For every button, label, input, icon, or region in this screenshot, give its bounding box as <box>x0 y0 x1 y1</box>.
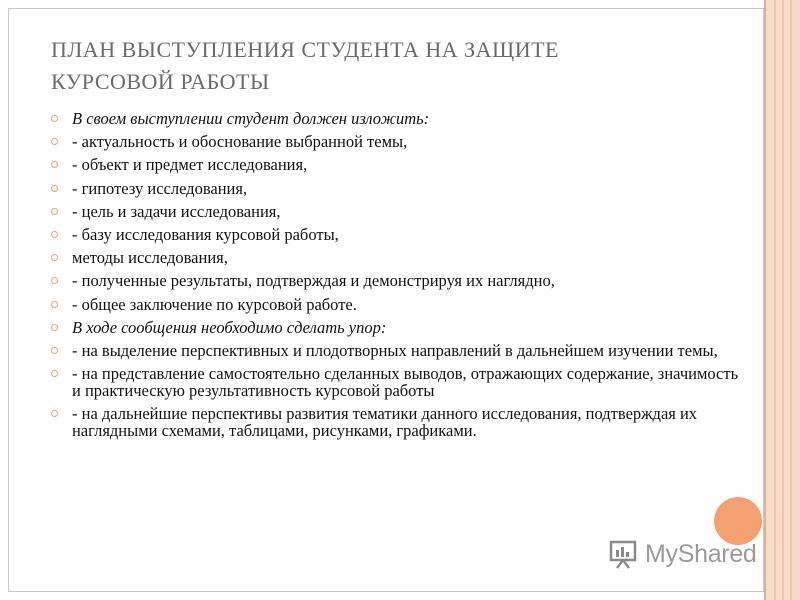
list-item <box>48 110 748 127</box>
list-item <box>48 249 748 266</box>
bullet-list <box>48 110 748 445</box>
bullet-circle-icon <box>51 410 58 417</box>
bullet-circle-icon <box>51 161 58 168</box>
bullet-circle-icon <box>51 138 58 145</box>
bullet-circle-icon <box>51 231 58 238</box>
slide-title <box>51 34 691 98</box>
watermark-text: MyShared <box>645 539 757 568</box>
bullet-circle-icon <box>51 208 58 215</box>
title-line-2: КУРСОВОЙ РАБОТЫ <box>51 69 270 94</box>
list-item-text: - на выделение перспективных и плодотворных направлений в дальнейшем изучении темы, <box>72 340 718 360</box>
myshared-logo-icon <box>607 539 641 569</box>
watermark <box>607 538 757 570</box>
list-item <box>48 226 748 243</box>
bullet-circle-icon <box>51 277 58 284</box>
title-line-1: ПЛАН ВЫСТУПЛЕНИЯ СТУДЕНТА НА ЗАЩИТЕ <box>51 37 559 62</box>
list-item-text: - на представление самостоятельно сделанных выводов, отражающих содержание, значимость и практическую результативность курсовой работы <box>72 364 739 401</box>
list-item <box>48 296 748 313</box>
list-item <box>48 342 748 359</box>
bullet-circle-icon <box>51 254 58 261</box>
list-item <box>48 156 748 173</box>
bullet-circle-icon <box>51 301 58 308</box>
list-item-text: - полученные результаты, подтверждая и демонстрируя их наглядно, <box>72 271 555 291</box>
list-item <box>48 405 748 439</box>
decorative-side-band <box>764 0 800 600</box>
list-item-text: - базу исследования курсовой работы, <box>72 224 339 244</box>
list-item <box>48 133 748 150</box>
list-item-text: - общее заключение по курсовой работе. <box>72 294 357 314</box>
bullet-circle-icon <box>51 115 58 122</box>
list-item-text: методы исследования, <box>72 248 228 268</box>
list-item-text: В своем выступлении студент должен изложить: <box>72 109 430 128</box>
bullet-circle-icon <box>51 370 58 377</box>
list-item-text: - актуальность и обоснование выбранной темы, <box>72 132 408 152</box>
list-item <box>48 319 748 336</box>
list-item-text: - на дальнейшие перспективы развития тематики данного исследования, подтверждая их наглядными схемами, таблицами, рисунками, графиками. <box>72 404 698 441</box>
bullet-circle-icon <box>51 347 58 354</box>
list-item <box>48 365 748 399</box>
list-item-text: - объект и предмет исследования, <box>72 155 308 175</box>
bullet-circle-icon <box>51 185 58 192</box>
list-item-text: - цель и задачи исследования, <box>72 201 281 221</box>
list-item <box>48 180 748 197</box>
bullet-circle-icon <box>51 324 58 331</box>
list-item <box>48 203 748 220</box>
list-item-text: В ходе сообщения необходимо сделать упор: <box>72 317 387 337</box>
list-item <box>48 272 748 289</box>
list-item-text: - гипотезу исследования, <box>72 178 248 198</box>
